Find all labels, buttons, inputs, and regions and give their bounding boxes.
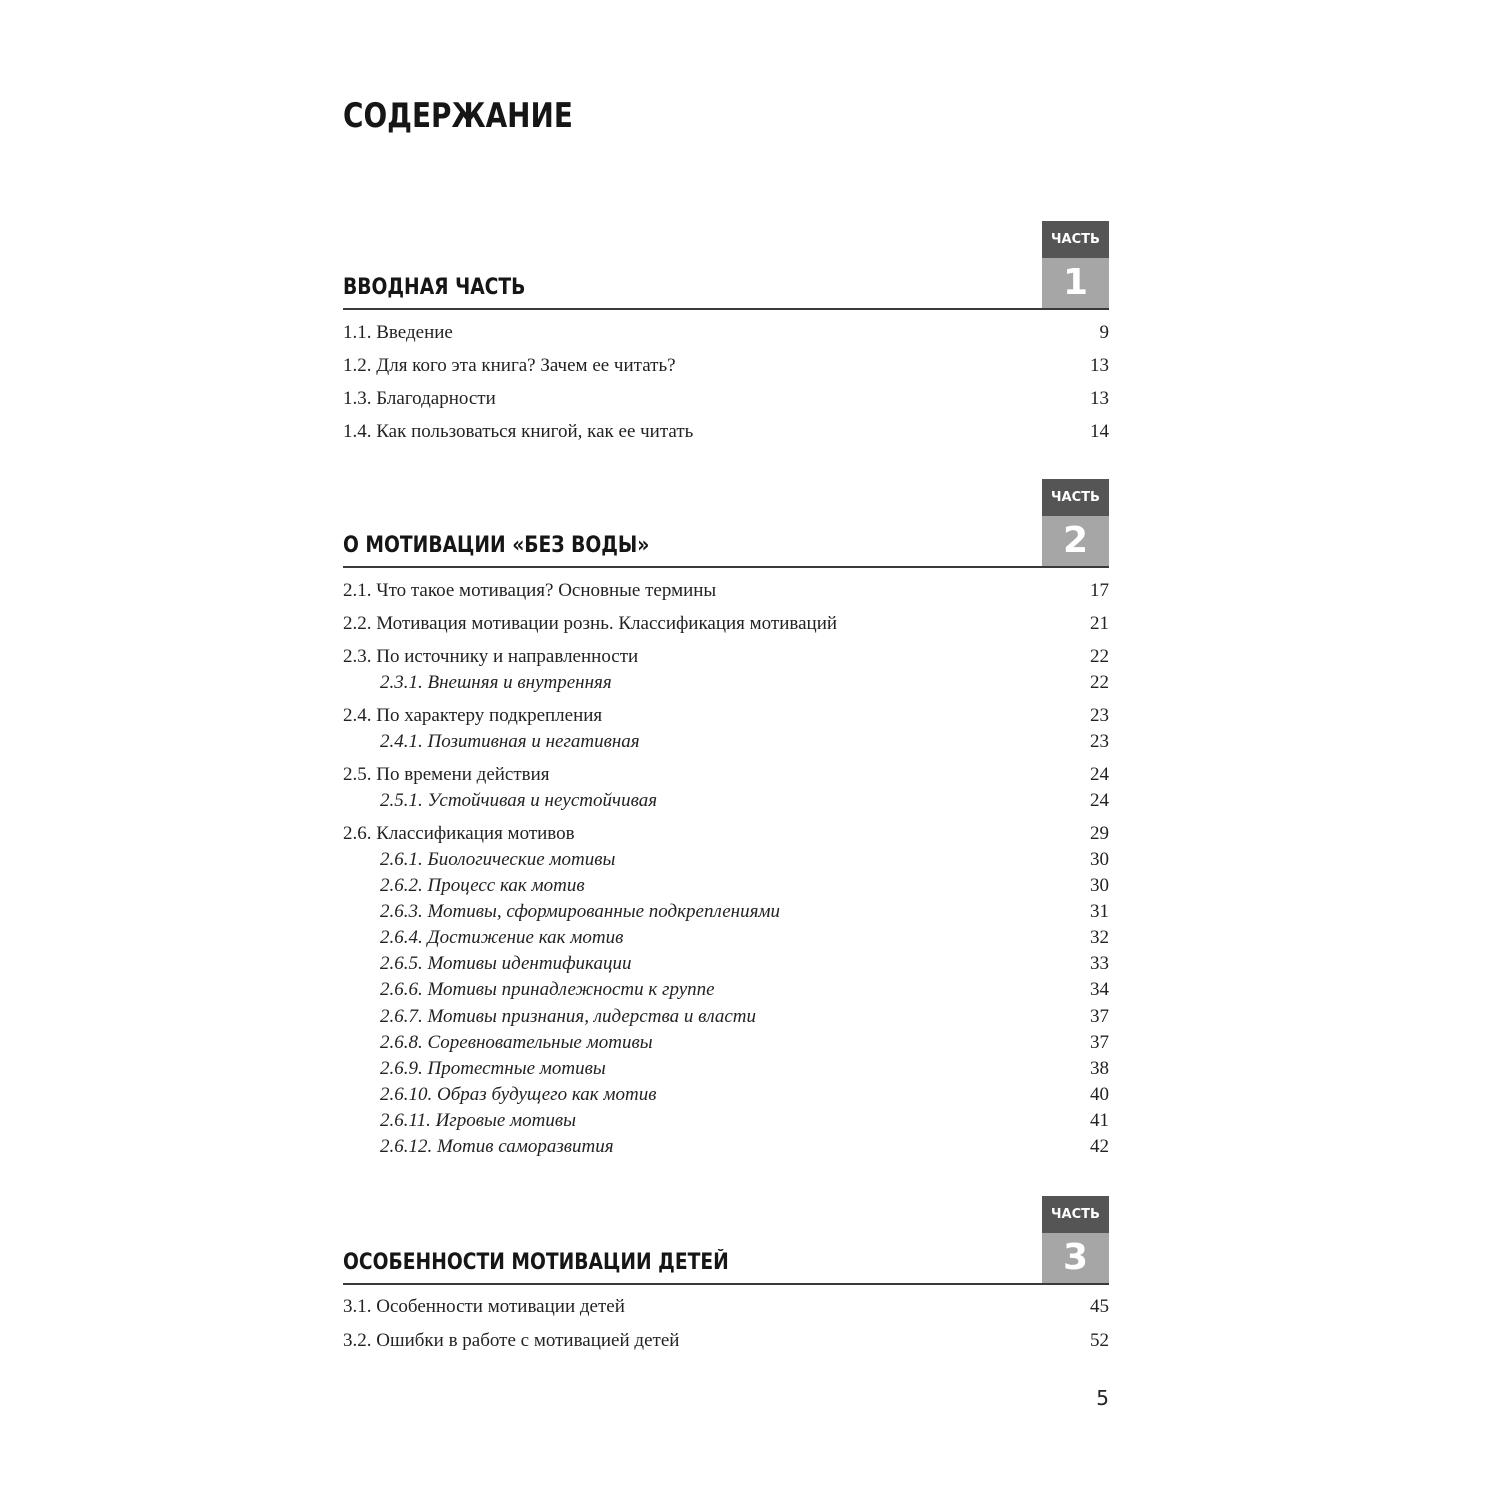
toc-entry-label: 2.3.1. Внешняя и внутренняя: [380, 672, 612, 693]
toc-entry-label: 2.6.2. Процесс как мотив: [380, 875, 585, 896]
toc-entry-page: 13: [1090, 388, 1109, 409]
part-title: ОСОБЕННОСТИ МОТИВАЦИИ ДЕТЕЙ: [343, 1250, 729, 1275]
toc-entry-page: 13: [1090, 355, 1109, 376]
part-badge: [1042, 479, 1109, 566]
toc-entry-label: 2.6.9. Протестные мотивы: [380, 1058, 606, 1079]
toc-subentry[interactable]: [343, 669, 1109, 697]
toc-entry-page: 22: [1090, 672, 1109, 693]
toc-entry-page: 17: [1090, 580, 1109, 601]
toc-entry-label: 1.2. Для кого эта книга? Зачем ее читать?: [343, 355, 676, 376]
toc-entry-page: 23: [1090, 705, 1109, 726]
toc-subentry[interactable]: [343, 924, 1109, 952]
part-header: [343, 221, 1109, 310]
toc-entry-label: 2.6.6. Мотивы принадлежности к группе: [380, 979, 715, 1000]
toc-entry-label: 1.3. Благодарности: [343, 388, 496, 409]
toc-entry-page: 21: [1090, 613, 1109, 634]
part-badge: [1042, 1196, 1109, 1283]
toc-subentry[interactable]: [343, 950, 1109, 978]
part-badge-label: ЧАСТЬ: [1042, 479, 1109, 516]
part-badge-number: 2: [1042, 516, 1109, 566]
toc-entry-label: 2.6.1. Биологические мотивы: [380, 849, 616, 870]
page-title: СОДЕРЖАНИЕ: [343, 96, 573, 136]
toc-subentry[interactable]: [343, 1003, 1109, 1031]
toc-subentry[interactable]: [343, 1133, 1109, 1161]
part-badge-label: ЧАСТЬ: [1042, 221, 1109, 258]
toc-entry-label: 2.6.10. Образ будущего как мотив: [380, 1084, 657, 1105]
toc-entry-label: 2.5. По времени действия: [343, 764, 550, 785]
toc-entry-page: 31: [1090, 901, 1109, 922]
divider: [343, 308, 1109, 310]
toc-entry-label: 2.6.8. Соревновательные мотивы: [380, 1032, 653, 1053]
toc-entry-label: 2.1. Что такое мотивация? Основные термины: [343, 580, 717, 601]
toc-entry[interactable]: [343, 702, 1109, 730]
toc-entry-page: 37: [1090, 1032, 1109, 1053]
toc-entry-page: 52: [1090, 1330, 1109, 1351]
toc-entry-label: 2.2. Мотивация мотивации рознь. Классификация мотиваций: [343, 613, 838, 634]
part-header: [343, 479, 1109, 568]
toc-entry[interactable]: [343, 820, 1109, 848]
toc-subentry[interactable]: [343, 1029, 1109, 1057]
part-badge: [1042, 221, 1109, 308]
part-badge-label: ЧАСТЬ: [1042, 1196, 1109, 1233]
toc-subentry[interactable]: [343, 976, 1109, 1004]
toc-entry-page: 32: [1090, 927, 1109, 948]
divider: [343, 1283, 1109, 1285]
toc-entry-label: 2.6.5. Мотивы идентификации: [380, 953, 632, 974]
part-title: ВВОДНАЯ ЧАСТЬ: [343, 275, 526, 300]
toc-entry[interactable]: [343, 577, 1109, 605]
toc-entry-page: 9: [1099, 322, 1109, 343]
divider: [343, 566, 1109, 568]
toc-entry-label: 2.6.7. Мотивы признания, лидерства и власти: [380, 1006, 756, 1027]
toc-entry-label: 2.6.12. Мотив саморазвития: [380, 1136, 614, 1157]
toc-subentry[interactable]: [343, 872, 1109, 900]
toc-subentry[interactable]: [343, 1107, 1109, 1135]
toc-entry-label: 2.6. Классификация мотивов: [343, 823, 575, 844]
toc-entry[interactable]: [343, 385, 1109, 413]
toc-subentry[interactable]: [343, 787, 1109, 815]
toc-entry-page: 33: [1090, 953, 1109, 974]
part-badge-number: 3: [1042, 1233, 1109, 1283]
toc-entry-label: 2.6.3. Мотивы, сформированные подкреплениями: [380, 901, 781, 922]
toc-entry-page: 37: [1090, 1006, 1109, 1027]
toc-entry-page: 42: [1090, 1136, 1109, 1157]
toc-entry-label: 3.1. Особенности мотивации детей: [343, 1296, 625, 1317]
part-title: О МОТИВАЦИИ «БЕЗ ВОДЫ»: [343, 533, 650, 558]
toc-subentry[interactable]: [343, 728, 1109, 756]
toc-entry-page: 23: [1090, 731, 1109, 752]
toc-entry-page: 14: [1090, 421, 1109, 442]
toc-entry[interactable]: [343, 319, 1109, 347]
toc-entry-page: 40: [1090, 1084, 1109, 1105]
toc-entry-label: 1.1. Введение: [343, 322, 453, 343]
toc-entry-page: 38: [1090, 1058, 1109, 1079]
toc-entry-page: 24: [1090, 790, 1109, 811]
toc-subentry[interactable]: [343, 1081, 1109, 1109]
toc-entry-label: 2.5.1. Устойчивая и неустойчивая: [380, 790, 658, 811]
toc-entry-label: 2.4. По характеру подкрепления: [343, 705, 603, 726]
toc-entry-label: 2.3. По источнику и направленности: [343, 646, 639, 667]
toc-entry-page: 24: [1090, 764, 1109, 785]
toc-entry-page: 34: [1090, 979, 1109, 1000]
toc-entry[interactable]: [343, 418, 1109, 446]
toc-entry-page: 30: [1090, 875, 1109, 896]
toc-entry[interactable]: [343, 761, 1109, 789]
page-number: 5: [1096, 1386, 1109, 1410]
toc-entry-label: 2.6.11. Игровые мотивы: [380, 1110, 576, 1131]
toc-entry-page: 45: [1090, 1296, 1109, 1317]
toc-entry[interactable]: [343, 1293, 1109, 1321]
part-header: [343, 1196, 1109, 1285]
toc-entry-page: 29: [1090, 823, 1109, 844]
toc-entry[interactable]: [343, 643, 1109, 671]
toc-subentry[interactable]: [343, 846, 1109, 874]
toc-entry[interactable]: [343, 610, 1109, 638]
toc-entry-label: 2.4.1. Позитивная и негативная: [380, 731, 640, 752]
toc-entry-label: 2.6.4. Достижение как мотив: [380, 927, 624, 948]
toc-entry-page: 30: [1090, 849, 1109, 870]
toc-entry-page: 22: [1090, 646, 1109, 667]
toc-entry-label: 3.2. Ошибки в работе с мотивацией детей: [343, 1330, 680, 1351]
toc-subentry[interactable]: [343, 1055, 1109, 1083]
part-badge-number: 1: [1042, 258, 1109, 308]
toc-entry[interactable]: [343, 1327, 1109, 1355]
toc-entry-page: 41: [1090, 1110, 1109, 1131]
toc-entry-label: 1.4. Как пользоваться книгой, как ее читать: [343, 421, 694, 442]
toc-entry[interactable]: [343, 352, 1109, 380]
toc-subentry[interactable]: [343, 898, 1109, 926]
